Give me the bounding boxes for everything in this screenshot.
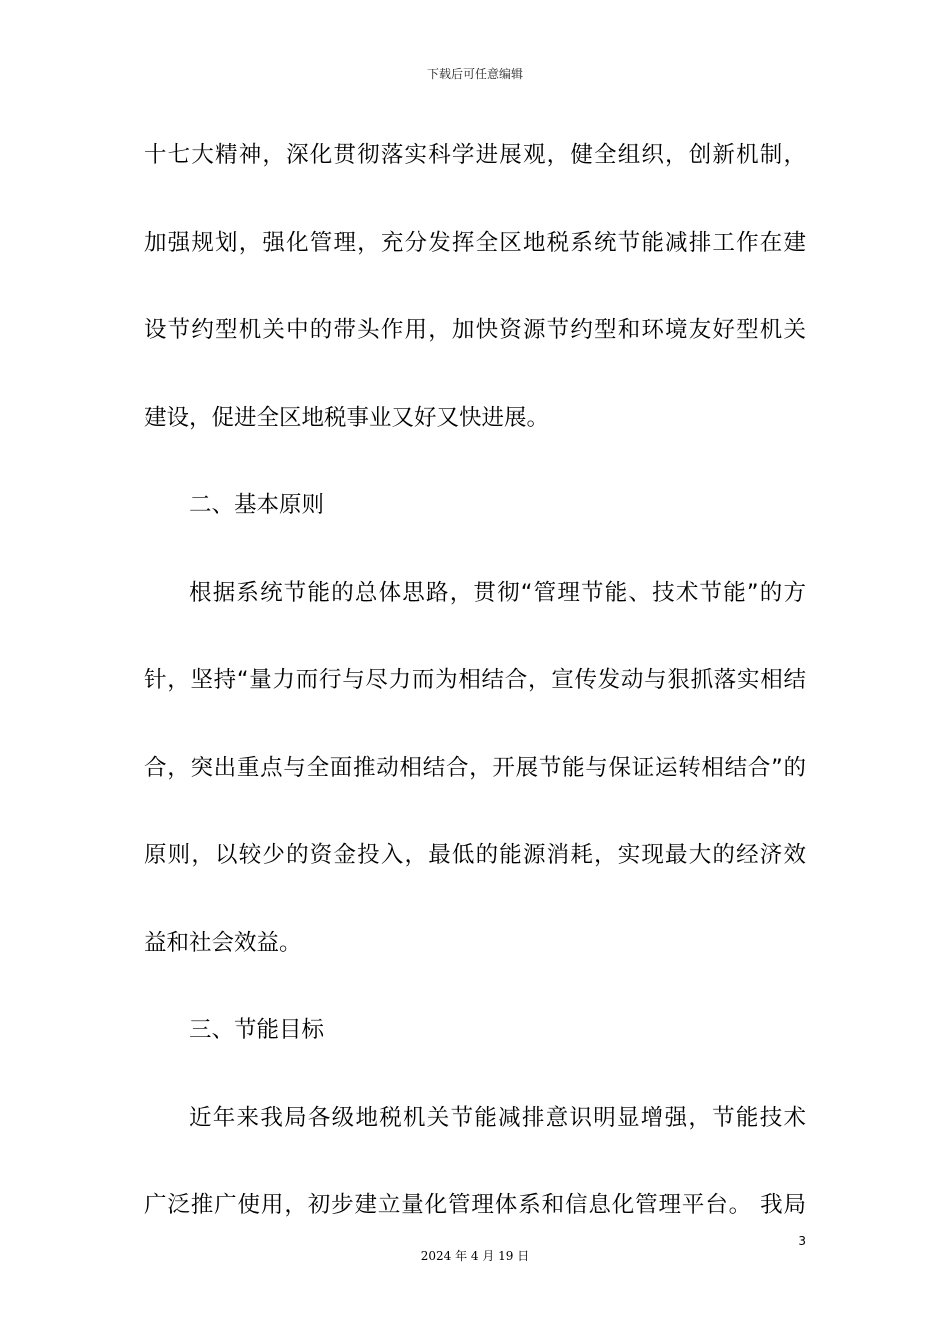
document-body (144, 133, 806, 1271)
body-line-9: 原则，以较少的资金投入，最低的能源消耗，实现最大的经济效 (144, 842, 806, 868)
body-line-4: 建设，促进全区地税事业又好又快进展。 (144, 404, 550, 431)
body-line-1: 十七大精神，深化贯彻落实科学进展观，健全组织，创新机制， (144, 142, 806, 168)
body-line-12: 近年来我局各级地税机关节能减排意识明显增强，节能技术 (189, 1104, 806, 1131)
footer-date: 2024 年 4 月 19 日 (420, 1249, 530, 1263)
body-line-13: 广泛推广使用，初步建立量化管理体系和信息化管理平台。 我局 (144, 1192, 806, 1218)
body-line-6: 根据系统节能的总体思路，贯彻“管理节能、技术节能”的方 (189, 579, 806, 606)
body-line-2: 加强规划，强化管理，充分发挥全区地税系统节能减排工作在建 (144, 229, 806, 256)
body-line-8: 合，突出重点与全面推动相结合，开展节能与保证运转相结合”的 (144, 754, 806, 781)
body-line-10: 益和社会效益。 (144, 929, 302, 956)
section-heading-basic-principles: 二、基本原则 (189, 492, 325, 518)
page-header: 下载后可任意编辑 (426, 67, 523, 81)
section-heading-energy-targets: 三、节能目标 (189, 1017, 325, 1043)
body-line-7: 针，坚持“量力而行与尽力而为相结合，宣传发动与狠抓落实相结 (144, 667, 806, 693)
page-number: 3 (798, 1234, 806, 1248)
body-line-3: 设节约型机关中的带头作用，加快资源节约型和环境友好型机关 (144, 317, 806, 343)
